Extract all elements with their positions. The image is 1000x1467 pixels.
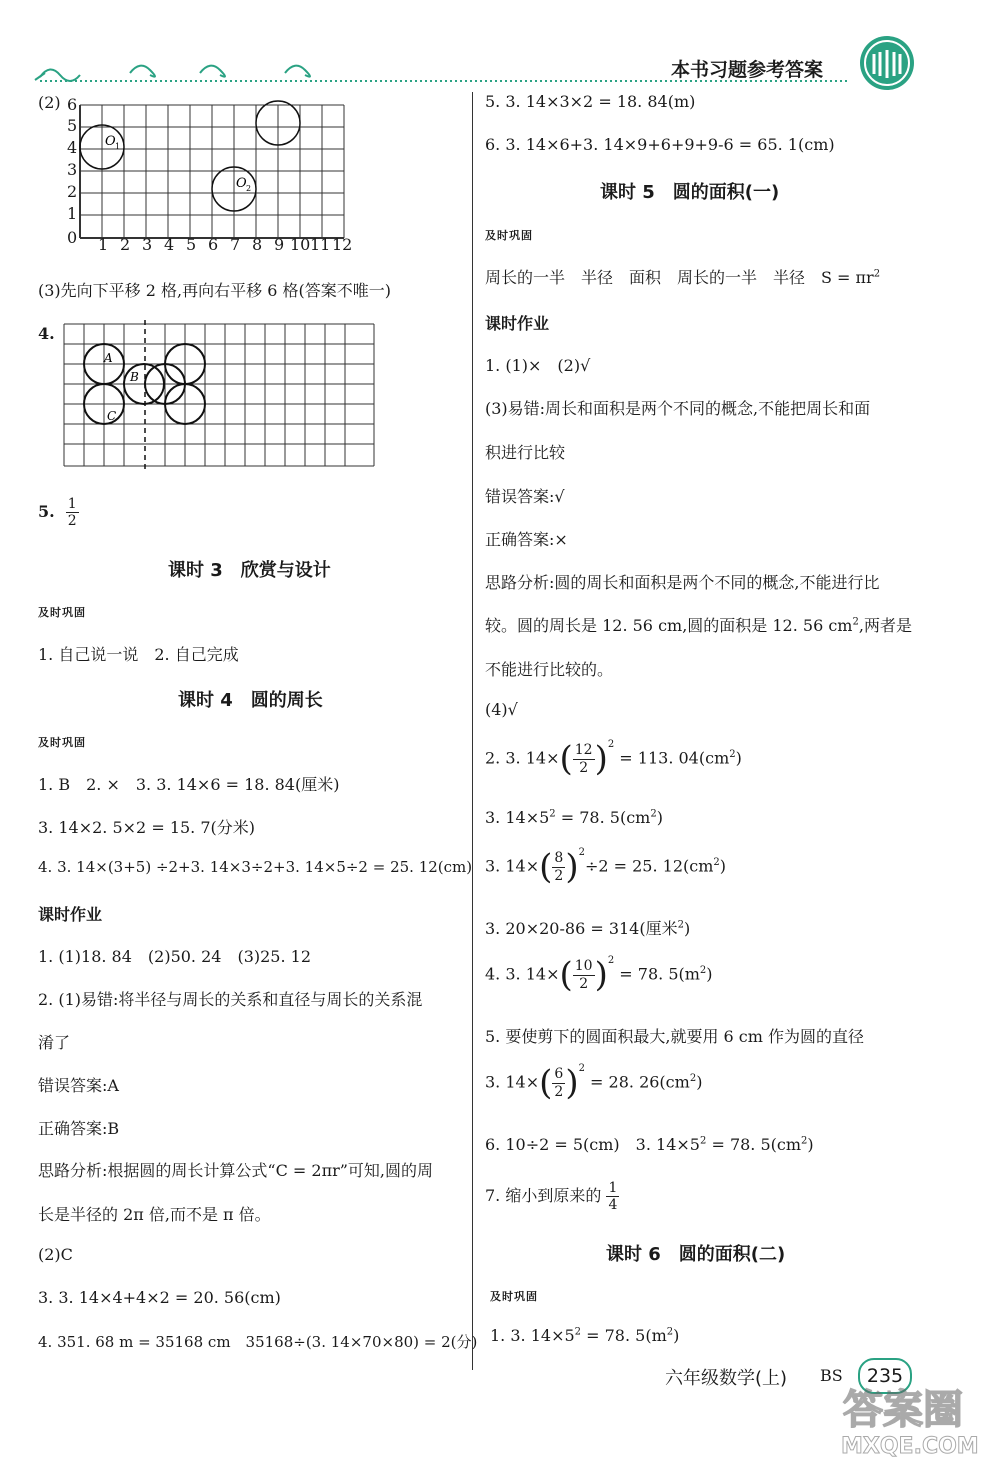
answer-line: 正确答案:× xyxy=(485,530,568,549)
answer-line: 1. 自己说一说 2. 自己完成 xyxy=(38,645,239,664)
label-o1: O xyxy=(105,134,116,149)
watermark-bottom: MXQE.COM xyxy=(841,1434,979,1459)
grid1-label: (2) xyxy=(38,93,61,112)
x-tick: 6 xyxy=(208,235,219,254)
section-heading: 课时 4 圆的周长 xyxy=(178,690,323,711)
header-title: 本书习题参考答案 xyxy=(671,59,824,81)
answer-line: 5. 要使剪下的圆面积最大,就要用 6 cm 作为圆的直径 xyxy=(485,1027,865,1046)
svg-text:B: B xyxy=(130,370,139,384)
label-o1-sub: 1 xyxy=(115,142,121,151)
answer-line: 思路分析:圆的周长和面积是两个不同的概念,不能进行比 xyxy=(485,573,880,592)
answer-line: 周长的一半 半径 面积 周长的一半 半径 $S = \pi r^2$ xyxy=(485,268,881,287)
answer-line: 长是半径的 2π 倍,而不是 π 倍。 xyxy=(38,1205,271,1224)
answer-line: 积进行比较 xyxy=(485,443,566,462)
answer-line: 1. 3. $14\times 5^2 = 78$. $5(m^2)$ xyxy=(490,1326,680,1345)
answer-line: 正确答案:B xyxy=(38,1119,120,1138)
question-label: 4. xyxy=(38,324,55,343)
x-tick: 5 xyxy=(186,235,197,254)
answer-line: 不能进行比较的。 xyxy=(485,660,614,679)
x-tick: 9 xyxy=(274,235,285,254)
formula-line: 3. 14×( $\frac{6}{2}$ )$^2$ = 28. $26(cm^2)$ xyxy=(485,1063,703,1103)
formula-line: 3. 14×( $\frac{8}{2}$ )$^2$÷2 = 25. $12(cm^2)$ xyxy=(485,847,727,887)
book-logo-icon xyxy=(858,34,916,92)
subsection-label: 及时巩固 xyxy=(485,229,533,242)
section-heading: 课时 3 欣赏与设计 xyxy=(168,560,331,581)
x-tick: 4 xyxy=(164,235,175,254)
column-divider xyxy=(472,92,473,1370)
answer-line: 3. 20×20-86 = 314(厘米$^2$) xyxy=(485,919,691,938)
answer-line: 思路分析:根据圆的周长计算公式“C = 2πr”可知,圆的周 xyxy=(38,1161,434,1180)
answer-line: 3. $14\times 5^2 = 78$. $5(cm^2)$ xyxy=(485,808,663,827)
x-tick: 12 xyxy=(332,235,353,254)
x-tick: 10 xyxy=(290,235,311,254)
subsection-title: 课时作业 xyxy=(485,314,550,333)
svg-text:A: A xyxy=(104,351,113,365)
y-tick: 5 xyxy=(67,116,78,135)
section-heading: 课时 6 圆的面积(二) xyxy=(606,1244,786,1265)
answer-line: 6. 10÷2 = 5(cm) 3. $14\times 5^2 = 78$. $5(cm^2)$ xyxy=(485,1135,814,1154)
answer-line: 较。圆的周长是 12. 56 cm,圆的面积是 12. 56 $cm^2$,两者是 xyxy=(485,616,912,635)
page-number: 235 xyxy=(866,1365,904,1387)
answer-line: 2. (1)易错:将半径与周长的关系和直径与周长的关系混 xyxy=(38,990,423,1009)
formula-line: 4. 3. 14×( $\frac{10}{2}$ )$^2$ = 78. $5(m^2)$ xyxy=(485,955,713,995)
y-tick: 6 xyxy=(67,95,78,114)
section-heading: 课时 5 圆的面积(一) xyxy=(600,182,780,203)
answer-line: 错误答案:√ xyxy=(485,487,565,506)
watermark-top: 答案圈 xyxy=(843,1387,963,1433)
y-tick: 3 xyxy=(67,160,78,179)
answer-line: 1. (1)× (2)√ xyxy=(485,356,591,375)
answer-line: 错误答案:A xyxy=(38,1076,119,1095)
answer-line: 5. 3. 14×3×2 = 18. 84(m) xyxy=(485,92,696,111)
x-tick: 7 xyxy=(230,235,241,254)
x-tick: 2 xyxy=(120,235,131,254)
grid-lines xyxy=(80,105,344,238)
subsection-label: 及时巩固 xyxy=(490,1290,538,1303)
footer-edition: BS xyxy=(820,1366,843,1385)
svg-text:C: C xyxy=(107,409,117,423)
y-tick: 1 xyxy=(67,204,78,223)
x-tick: 1 xyxy=(98,235,109,254)
answer-line: 4. 351. 68 m = 35168 cm 35168÷(3. 14×70×80) = 2(分) xyxy=(38,1333,478,1351)
x-tick: 3 xyxy=(142,235,153,254)
label-o2-sub: 2 xyxy=(246,184,252,193)
coordinate-grid-circles xyxy=(60,95,360,255)
answer-line: 淆了 xyxy=(38,1033,71,1052)
subsection-label: 及时巩固 xyxy=(38,736,86,749)
answer-line: 1. (1)18. 84 (2)50. 24 (3)25. 12 xyxy=(38,947,312,966)
answer-line: (4)√ xyxy=(485,700,518,719)
y-tick: 0 xyxy=(67,228,78,247)
x-tick: 11 xyxy=(310,235,331,254)
y-tick: 4 xyxy=(67,138,78,157)
grid-circle-pattern xyxy=(60,320,380,472)
answer-q5: 5. $\frac{1}{2}$ xyxy=(38,496,77,530)
subsection-label: 及时巩固 xyxy=(38,606,86,619)
y-tick: 2 xyxy=(67,182,78,201)
formula-line: 2. 3. 14×( $\frac{12}{2}$ )$^2$ = 113. $04(cm^2)$ xyxy=(485,739,742,779)
watermark xyxy=(835,1378,990,1463)
x-tick: 8 xyxy=(252,235,263,254)
footer-book-title: 六年级数学(上) xyxy=(665,1368,788,1389)
subsection-title: 课时作业 xyxy=(38,905,103,924)
answer-line: (3)先向下平移 2 格,再向右平移 6 格(答案不唯一) xyxy=(38,281,391,300)
answer-line: 1. B 2. × 3. 3. 14×6 = 18. 84(厘米) xyxy=(38,775,340,794)
answer-line: (2)C xyxy=(38,1245,73,1264)
answer-line: 3. 3. 14×4+4×2 = 20. 56(cm) xyxy=(38,1288,281,1307)
answer-line: 7. 缩小到原来的 $\frac{1}{4}$ xyxy=(485,1180,618,1214)
answer-line: 4. 3. 14×(3+5) ÷2+3. 14×3÷2+3. 14×5÷2 = 25. 12(cm) xyxy=(38,858,473,876)
answer-line: 3. 14×2. 5×2 = 15. 7(分米) xyxy=(38,818,256,837)
label-o2: O xyxy=(236,176,247,191)
answer-line: 6. 3. 14×6+3. 14×9+6+9+9-6 = 65. 1(cm) xyxy=(485,135,835,154)
answer-line: (3)易错:周长和面积是两个不同的概念,不能把周长和面 xyxy=(485,399,871,418)
